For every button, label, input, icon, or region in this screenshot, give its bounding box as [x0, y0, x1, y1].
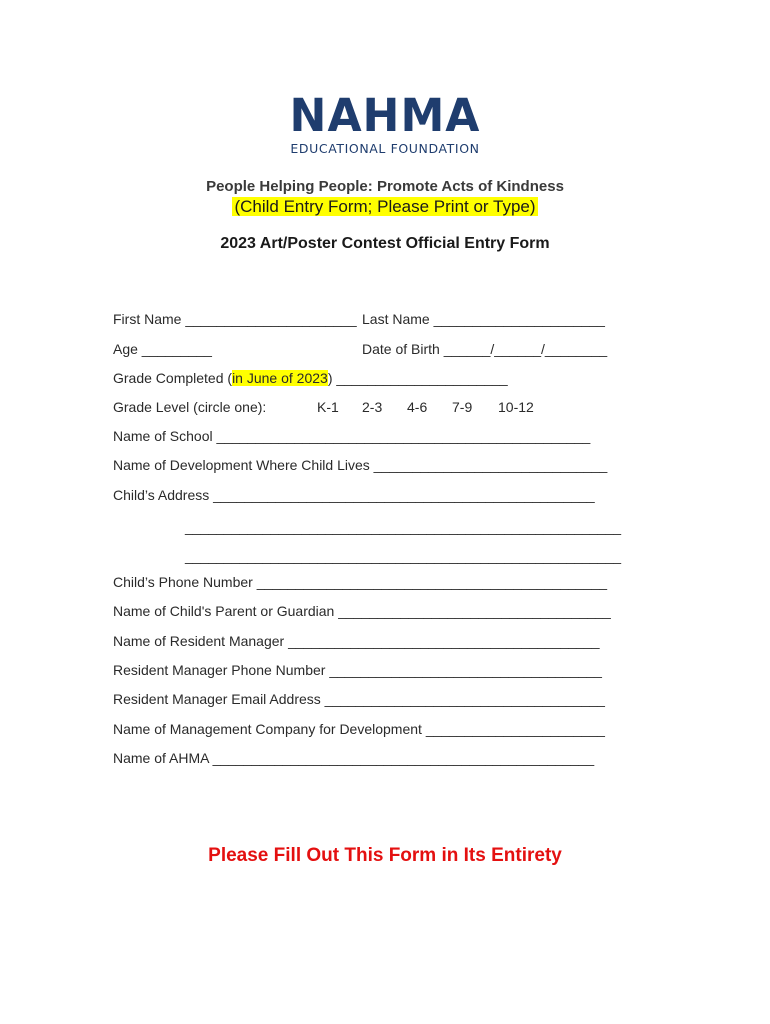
tagline-heading: People Helping People: Promote Acts of Kindness — [206, 178, 564, 195]
phone-field[interactable]: Child’s Phone Number _____________________________________________ — [113, 574, 608, 590]
parent-field[interactable]: Name of Child's Parent or Guardian ___________________________________ — [113, 603, 611, 619]
grade-level-label: Grade Level (circle one): — [113, 399, 267, 415]
grade-option-2-3[interactable]: 2-3 — [362, 399, 383, 415]
address-field-line2[interactable]: ________________________________________________________ — [185, 519, 622, 535]
resident-manager-email-field[interactable]: Resident Manager Email Address ____________________________________ — [113, 691, 605, 707]
ahma-field[interactable]: Name of AHMA _________________________________________________ — [113, 750, 595, 766]
grade-option-7-9[interactable]: 7-9 — [452, 399, 473, 415]
grade-completed-suffix: ) ______________________ — [327, 370, 508, 386]
grade-option-4-6[interactable]: 4-6 — [407, 399, 428, 415]
grade-completed-highlight: in June of 2023 — [232, 370, 328, 386]
fill-out-notice: Please Fill Out This Form in Its Entirety — [208, 845, 562, 866]
first-name-field[interactable]: First Name ______________________ — [113, 311, 357, 327]
grade-completed-prefix: Grade Completed ( — [113, 370, 233, 386]
logo-subtitle: EDUCATIONAL FOUNDATION — [290, 141, 480, 156]
date-of-birth-field[interactable]: Date of Birth ______/______/________ — [362, 341, 608, 357]
address-field-line1[interactable]: Child’s Address _________________________________________________ — [113, 487, 595, 503]
resident-manager-phone-field[interactable]: Resident Manager Phone Number ___________________________________ — [113, 662, 602, 678]
logo-wordmark: NAHMA — [289, 89, 481, 142]
school-field[interactable]: Name of School ________________________________________________ — [113, 428, 591, 444]
instruction-heading — [0, 197, 770, 217]
resident-manager-field[interactable]: Name of Resident Manager ________________________________________ — [113, 633, 600, 649]
nahma-logo — [0, 89, 770, 156]
last-name-field[interactable]: Last Name ______________________ — [362, 311, 605, 327]
development-field[interactable]: Name of Development Where Child Lives ______________________________ — [113, 457, 608, 473]
instruction-highlight: (Child Entry Form; Please Print or Type) — [234, 197, 536, 216]
address-field-line3[interactable]: ________________________________________________________ — [185, 548, 622, 564]
grade-option-k1[interactable]: K-1 — [317, 399, 339, 415]
management-company-field[interactable]: Name of Management Company for Development _______________________ — [113, 721, 605, 737]
grade-completed-field[interactable] — [113, 369, 508, 387]
age-field[interactable]: Age _________ — [113, 341, 212, 357]
form-title: 2023 Art/Poster Contest Official Entry Form — [220, 235, 550, 252]
grade-option-10-12[interactable]: 10-12 — [498, 399, 534, 415]
